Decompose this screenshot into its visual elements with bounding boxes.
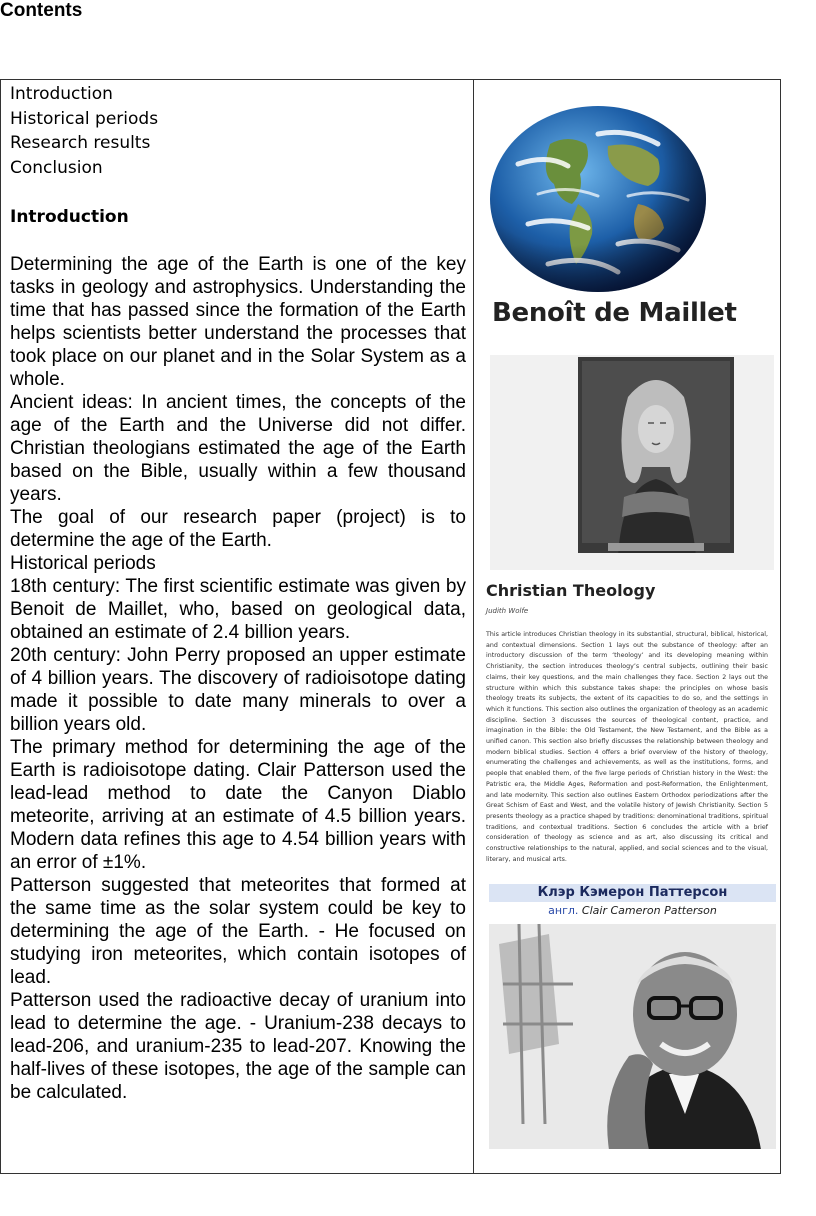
paragraph: Historical periods	[10, 553, 156, 574]
paragraph: The primary method for determining the age of the Earth is radioisotope dating. Clair Patterson used the lead-lead method to date the Canyon Diablo meteorite, arriving at an estimate of 4.5 billion years. Modern data refines this age to 4.54 billion years with an error of ±1%.	[10, 737, 466, 873]
paragraph: Patterson suggested that meteorites that formed at the same time as the solar system could be key to determining the age of the Earth. - He focused on studying iron meteorites, which contain isotopes of lead.	[10, 875, 466, 988]
paragraph: The goal of our research paper (project) is to determine the age of the Earth.	[10, 507, 466, 551]
text-column	[10, 82, 466, 1104]
paragraph: Determining the age of the Earth is one of the key tasks in geology and astrophysics. Understanding the time that has passed since the formation of the Earth helps scientists better understand the processes that took place on our planet and in the Solar System as a whole.	[10, 254, 466, 390]
patterson-header: Клэр Кэмерон Паттерсон	[489, 884, 776, 902]
toc-item: Historical periods	[10, 108, 159, 129]
page-title: Contents	[0, 0, 83, 21]
table-of-contents	[10, 82, 466, 180]
image-column	[474, 80, 780, 1173]
maillet-portrait-frame	[490, 355, 774, 570]
introduction-heading: Introduction	[10, 207, 129, 227]
toc-item: Research results	[10, 133, 151, 153]
maillet-portrait-image	[578, 357, 734, 553]
paragraph: 20th century: John Perry proposed an upper estimate of 4 billion years. The discovery of radioisotope dating made it possible to date many minerals to over a billion years old.	[10, 645, 466, 735]
patterson-subtitle	[489, 904, 776, 917]
toc-item: Introduction	[10, 84, 113, 104]
paragraph: 18th century: The first scientific estimate was given by Benoit de Maillet, who, based on geological data, obtained an estimate of 2.4 billion years.	[10, 576, 466, 643]
patterson-card	[489, 884, 776, 1149]
theology-title: Christian Theology	[486, 581, 656, 600]
patterson-photo	[489, 924, 776, 1149]
body-text	[10, 253, 466, 1104]
paragraph: Ancient ideas: In ancient times, the concepts of the age of the Earth and the Universe did not differ. Christian theologians estimated the age of the Earth based on the Bible, usually within a few thousand years.	[10, 392, 466, 505]
paragraph: Patterson used the radioactive decay of uranium into lead to determine the age. - Uranium-238 decays to lead-206, and uranium-235 to lead-207. Knowing the half-lives of these isotopes, the age of the sample can be calculated.	[10, 990, 466, 1103]
maillet-title: Benoît de Maillet	[492, 298, 737, 328]
patterson-english-name: Clair Cameron Patterson	[581, 904, 717, 917]
toc-item: Conclusion	[10, 157, 103, 178]
content-table	[0, 79, 781, 1174]
earth-globe-image	[488, 104, 708, 294]
language-label: англ.	[548, 904, 579, 917]
theology-author: Judith Wolfe	[486, 607, 529, 615]
theology-abstract: This article introduces Christian theology in its substantial, structural, biblical, historical, and contextual dimensions. Section 1 lays out the substance of theology: after an introductory discussion of the term ‘theology’ and its developing meaning within Christianity, the section introduces theology’s central subjects, outlining their basic claims, their key questions, and the main challenges they face. Section 2 lays out the structure within which this substance takes shape: the principles on whose basis theology treats its subjects, the extent of its capacities to do so, and the settings in which it functions. This section also outlines the organization of theology as an academic discipline. Section 3 discusses the sources of theological content, practice, and imagination in the Bible: the Old Testament, the New Testament, and the Bible as a unified canon. This section also briefly discusses the relationship between theology and modern biblical studies. Section 4 offers a brief overview of the history of theology, enumerating the challenges and achievements, as well as the institutions, forms, and people that enabled them, of the five large periods of Christian history in the West: the Patristic era, the Middle Ages, Reformation and post-Reformation, the Enlightenment, and late modernity. This section also outlines Eastern Orthodox periodizations after the Great Schism of East and West, and the volatile history of Jewish Christianity. Section 5 presents theology as a practice shaped by traditions: denominational traditions, spiritual traditions, and contextual traditions. Section 6 concludes the article with a brief consideration of theology as science and as art, also discussing its critical and constructive relationships to the natural, applied, and social sciences and to the visual, literary, and musical arts.	[486, 631, 768, 863]
